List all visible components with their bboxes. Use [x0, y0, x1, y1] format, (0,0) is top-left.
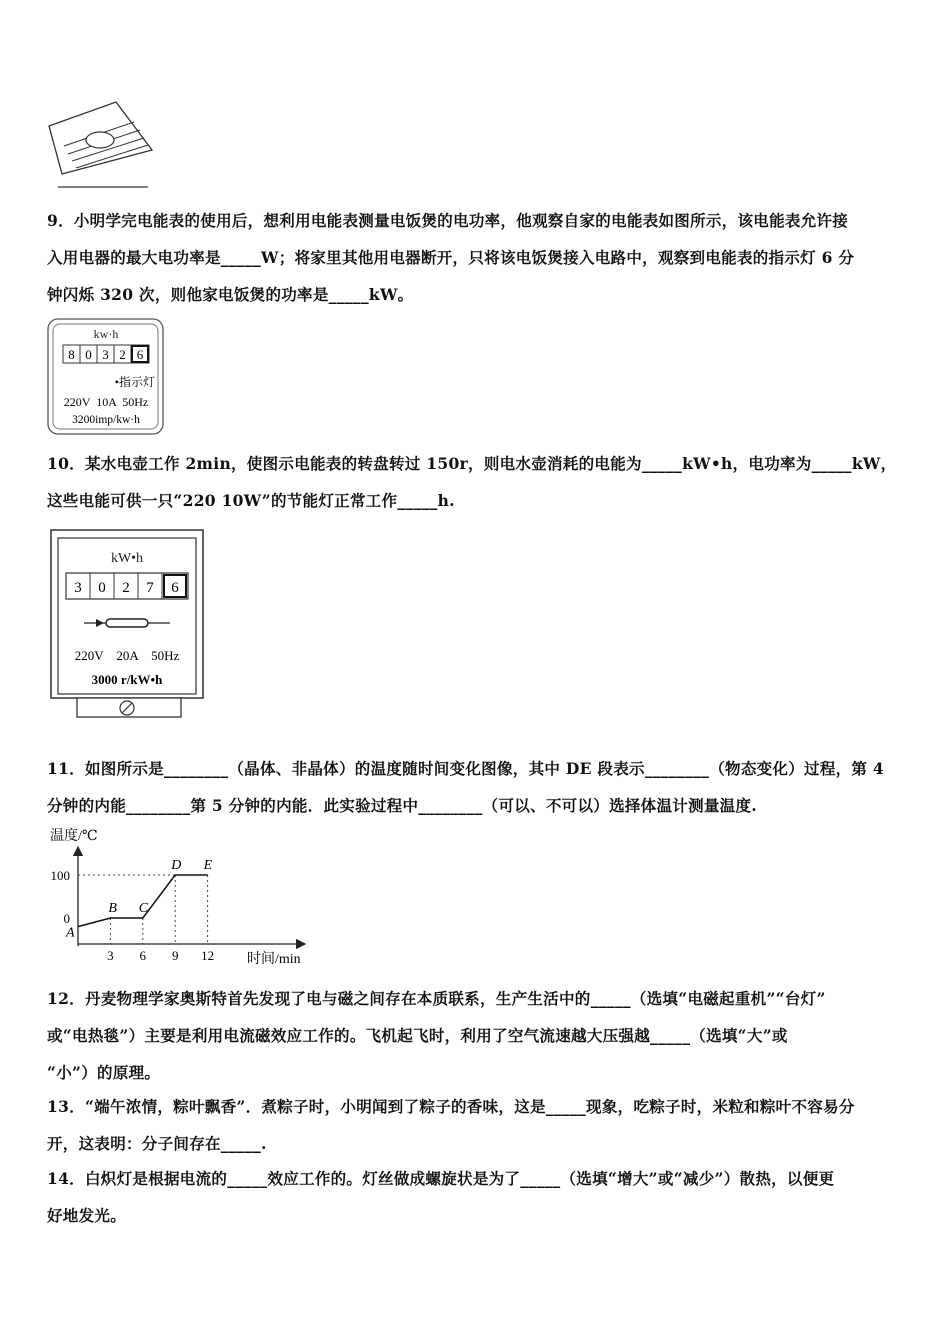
question-11-line-2: 分钟的内能________第 5 分钟的内能．此实验过程中________（可以、不可以）选择体温计测量温度.: [47, 796, 757, 815]
meter2-digit: 2: [122, 580, 130, 596]
point-label-e: E: [203, 858, 213, 873]
point-label-d: D: [171, 858, 182, 873]
meter1-digit: 2: [119, 347, 126, 362]
question-12-line-1: 12．丹麦物理学家奥斯特首先发现了电与磁之间存在本质联系，生产生活中的_____（选填“电磁起重机”“台灯”: [47, 989, 826, 1008]
question-14-line-1: 14．白炽灯是根据电流的_____效应工作的。灯丝做成螺旋状是为了_____（选填“增大”或“减少”）散热，以便更: [47, 1169, 835, 1188]
question-10-line-1: 10．某水电壶工作 2min，使图示电能表的转盘转过 150r，则电水壶消耗的电能为_____kW•h，电功率为_____kW，: [47, 454, 897, 473]
meter1-digit: 6: [136, 347, 144, 362]
question-10: [47, 445, 907, 519]
meter2-spec: 220V 20A 50Hz: [74, 648, 180, 663]
meter1-spec: 220V 10A 50Hz: [63, 395, 149, 409]
meter1-digit: 3: [102, 347, 109, 362]
x-tick-label: 3: [107, 948, 114, 963]
point-label-c: C: [138, 901, 149, 916]
temperature-chart: [40, 822, 330, 970]
question-13-line-1: 13．“端午浓情，粽叶飘香”．煮粽子时，小明闻到了粽子的香味，这是_____现象，吃粽子时，米粒和粽叶不容易分: [47, 1097, 855, 1116]
energy-meter-1: [47, 318, 165, 436]
question-13-line-2: 开，这表明：分子间存在_____.: [47, 1134, 267, 1153]
x-tick-label: 6: [139, 948, 147, 963]
question-9-line-2: 入用电器的最大电功率是_____W；将家里其他用电器断开，只将该电饭煲接入电路中，观察到电能表的指示灯 6 分: [47, 248, 855, 267]
meter2-digit: 7: [146, 580, 154, 596]
question-12-line-2: 或“电热毯”）主要是利用电流磁效应工作的。飞机起飞时，利用了空气流速越大压强越_____（选填“大”或: [47, 1026, 788, 1045]
question-14: [47, 1160, 907, 1234]
meter2-digit: 6: [171, 580, 179, 596]
top-figure: [44, 98, 159, 190]
meter1-digit: 8: [68, 347, 75, 362]
chart-x-ticks: [107, 948, 214, 963]
question-9-line-3: 钟闪烁 320 次，则他家电饭煲的功率是_____kW。: [47, 285, 414, 304]
meter1-unit: kw·h: [93, 327, 119, 341]
question-13: [47, 1088, 907, 1162]
question-9: [47, 202, 907, 313]
question-9-line-1: 9．小明学完电能表的使用后，想利用电能表测量电饭煲的电功率，他观察自家的电能表如图所示，该电能表允许接: [47, 211, 849, 230]
meter2-unit: kW•h: [110, 551, 144, 566]
meter2-digit: 0: [98, 580, 106, 596]
energy-meter-2: [50, 529, 205, 720]
question-10-line-2: 这些电能可供一只“220 10W”的节能灯正常工作_____h.: [47, 491, 455, 510]
x-tick-label: 12: [201, 948, 215, 963]
meter1-digit: 0: [85, 347, 92, 362]
question-14-line-2: 好地发光。: [47, 1206, 127, 1225]
y-tick-label: 0: [63, 911, 70, 926]
y-tick-label: 100: [50, 868, 70, 883]
chart-ylabel: 温度/℃: [50, 829, 98, 844]
point-label-b: B: [108, 901, 117, 916]
meter1-constant: 3200imp/kw·h: [72, 414, 140, 426]
question-11-line-1: 11．如图所示是________（晶体、非晶体）的温度随时间变化图像，其中 DE 段表示________（物态变化）过程，第 4: [47, 759, 885, 778]
question-11: [47, 750, 907, 824]
meter1-indicator: •指示灯: [114, 375, 155, 389]
point-label-a: A: [66, 925, 75, 941]
chart-xlabel: 时间/min: [247, 952, 301, 967]
x-tick-label: 9: [171, 948, 179, 963]
question-12: [47, 980, 907, 1091]
question-12-line-3: “小”）的原理。: [47, 1063, 161, 1082]
meter2-digit: 3: [74, 580, 82, 596]
meter2-constant: 3000 r/kW•h: [91, 672, 163, 687]
chart-point-labels: [65, 858, 213, 941]
